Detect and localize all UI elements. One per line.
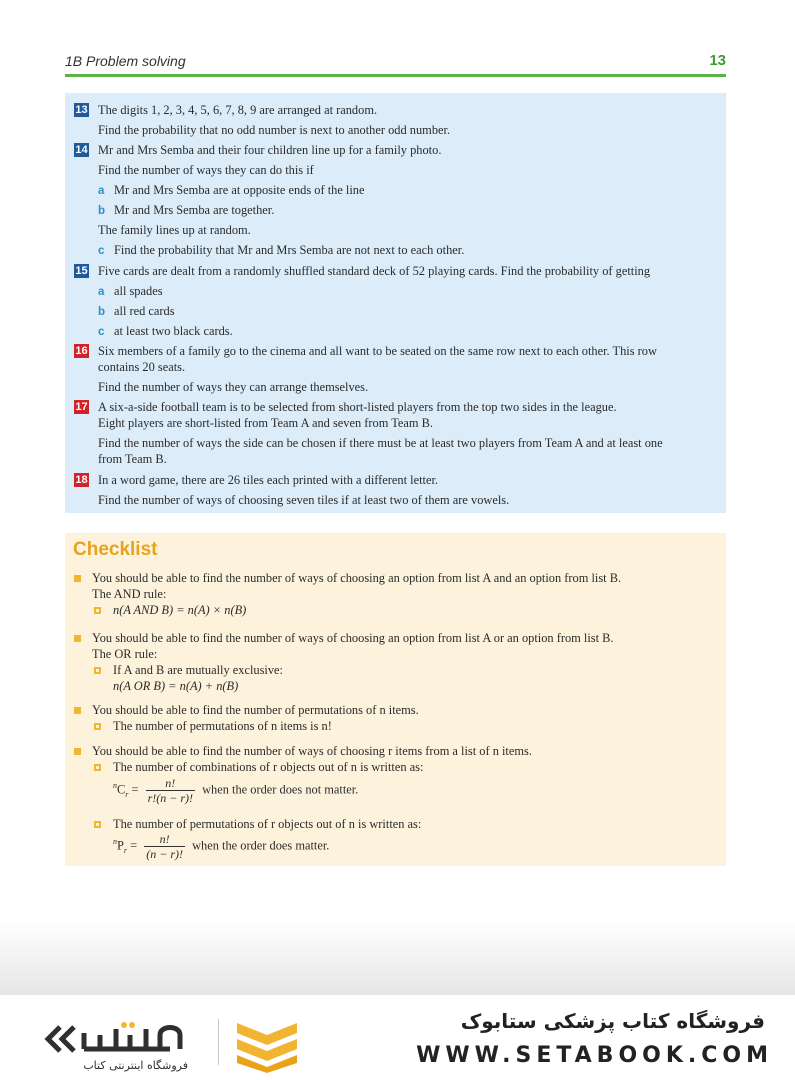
or-rule-condition: If A and B are mutually exclusive:: [113, 663, 283, 677]
checklist-item-3-line-1: You should be able to find the number of permutations of n items.: [92, 703, 419, 717]
bullet-square-1: [74, 575, 81, 582]
checklist-item-2-line-1: You should be able to find the number of ways of choosing an option from list A or an option from list B.: [92, 631, 614, 645]
logo-divider: [218, 1019, 219, 1065]
page-header: [65, 50, 726, 77]
q15-line-1: Five cards are dealt from a randomly shuffled standard deck of 52 playing cards. Find the probability of getting: [98, 264, 651, 278]
q13-line-1: The digits 1, 2, 3, 4, 5, 6, 7, 8, 9 are arranged at random.: [98, 103, 378, 117]
q14-part-b: b Mr and Mrs Semba are together.: [98, 203, 275, 217]
bullet-square-4: [74, 748, 81, 755]
q16-line-1: Six members of a family go to the cinema and all want to be seated on the same row next to each other. This row: [98, 344, 657, 358]
q17-line-1: A six-a-side football team is to be selected from short-listed players from the top two sides in the league.: [98, 400, 617, 414]
q15-part-c: c at least two black cards.: [98, 324, 233, 338]
combinations-formula: $^nC_r$ = $\frac{n!}{r!(n - r)!}$ when the order does not matter.: [113, 776, 359, 805]
hollow-bullet-1: [94, 607, 101, 614]
logo-subtitle: فروشگاه اینترنتی کتاب: [83, 1059, 188, 1072]
hollow-bullet-4: [94, 764, 101, 771]
permutations-r-statement: The number of permutations of r objects out of n is written as:: [113, 817, 422, 831]
question-number-16: 16: [75, 345, 88, 357]
exercise-box: [65, 93, 726, 513]
question-number-14: 14: [75, 144, 88, 156]
q14-line-1: Mr and Mrs Semba and their four children line up for a family photo.: [98, 143, 442, 157]
bullet-square-3: [74, 707, 81, 714]
permutations-formula: $^nP_r$ = $\frac{n!}{(n - r)!}$ when the order does matter.: [113, 832, 330, 861]
q14-line-2: Find the number of ways they can do this if: [98, 163, 314, 177]
footer-fade: [0, 920, 795, 995]
permutations-statement: The number of permutations of n items is n!: [113, 719, 332, 733]
question-number-18: 18: [75, 474, 88, 486]
q14-part-a: a Mr and Mrs Semba are at opposite ends of the line: [98, 183, 365, 197]
checklist-item-4-line-1: You should be able to find the number of ways of choosing r items from a list of n items.: [92, 744, 532, 758]
checklist-item-1-line-1: You should be able to find the number of ways of choosing an option from list A and an option from list B.: [92, 571, 622, 585]
q17-line-3b: from Team B.: [98, 452, 167, 466]
q14-line-3: The family lines up at random.: [98, 223, 251, 237]
q18-line-1: In a word game, there are 26 tiles each printed with a different letter.: [98, 473, 439, 487]
and-rule-formula: n(A AND B) = n(A) × n(B): [113, 603, 247, 617]
hollow-bullet-5: [94, 821, 101, 828]
or-rule-formula: n(A OR B) = n(A) + n(B): [113, 679, 239, 693]
chapter-title: 1B Problem solving: [65, 53, 186, 69]
store-url[interactable]: WWW.SETABOOK.COM: [416, 1043, 773, 1068]
q15-part-b: b all red cards: [98, 304, 175, 318]
question-number-15: 15: [75, 265, 88, 277]
q18-line-2: Find the number of ways of choosing seven tiles if at least two of them are vowels.: [98, 493, 510, 507]
checklist-item-1-line-2: The AND rule:: [92, 587, 167, 601]
store-name: فروشگاه کتاب پزشکی ستابوک: [460, 1009, 765, 1033]
hollow-bullet-3: [94, 723, 101, 730]
publisher-footer: [0, 995, 795, 1080]
q14-part-c: c Find the probability that Mr and Mrs Semba are not next to each other.: [98, 243, 465, 257]
hollow-bullet-2: [94, 667, 101, 674]
q16-line-1b: contains 20 seats.: [98, 360, 186, 374]
question-number-17: 17: [75, 401, 88, 413]
checklist-title: Checklist: [73, 539, 158, 560]
checklist-item-2-line-2: The OR rule:: [92, 647, 158, 661]
question-number-13: 13: [75, 104, 88, 116]
permutations-fraction: $\frac{n!}{(n - r)!}$: [146, 832, 183, 861]
setabook-logo-wordmark: [20, 1015, 190, 1075]
page-number: 13: [709, 52, 726, 69]
combinations-statement: The number of combinations of r objects out of n is written as:: [113, 760, 424, 774]
q17-line-2: Eight players are short-listed from Team A and seven from Team B.: [98, 416, 434, 430]
q15-part-a: a all spades: [98, 284, 163, 298]
checklist-box: [65, 533, 726, 866]
bullet-square-2: [74, 635, 81, 642]
q13-line-2: Find the probability that no odd number is next to another odd number.: [98, 123, 451, 137]
setabook-logo-mark: [232, 1013, 302, 1073]
combinations-fraction: $\frac{n!}{r!(n - r)!}$: [147, 776, 193, 805]
q16-line-2: Find the number of ways they can arrange themselves.: [98, 380, 369, 394]
q17-line-3: Find the number of ways the side can be chosen if there must be at least two players from Team A and at least one: [98, 436, 663, 450]
